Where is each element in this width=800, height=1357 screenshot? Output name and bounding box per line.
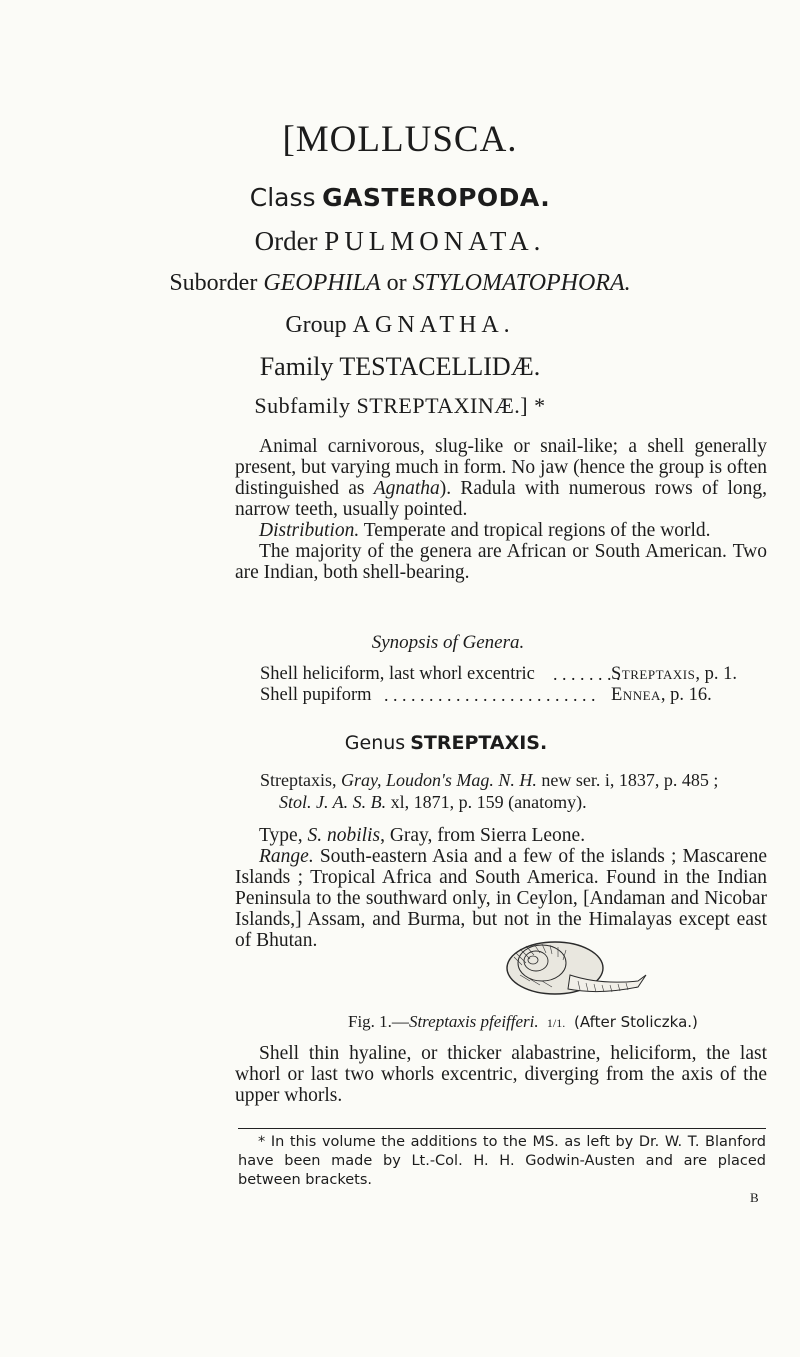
figure-scale: 1/1.	[546, 1016, 566, 1030]
family-heading	[0, 352, 800, 382]
subfamily-prefix: Subfamily	[254, 393, 351, 418]
suborder-name: GEOPHILA	[263, 270, 381, 296]
range-label: Range.	[259, 846, 314, 867]
genus-reference-2: Stol. J. A. S. B. xl, 1871, p. 159 (anatomy).	[279, 792, 587, 812]
leader-dots: . . . . . . . .	[553, 664, 621, 684]
shell-figure	[500, 935, 650, 1001]
footnote-rule	[238, 1128, 766, 1129]
genus-text	[235, 825, 767, 951]
group-heading	[0, 312, 800, 339]
synopsis-row: Shell pupiform	[260, 685, 372, 705]
synopsis-heading: Synopsis of Genera.	[371, 632, 525, 653]
genus-prefix: Genus	[344, 732, 406, 754]
order-prefix: Order	[254, 226, 318, 256]
subfamily-heading	[0, 393, 800, 419]
order-heading	[0, 226, 800, 257]
class-prefix: Class	[249, 183, 316, 212]
synopsis-genus: Ennea, p. 16.	[611, 685, 712, 705]
intro-text	[235, 436, 767, 583]
genus-name: STREPTAXIS.	[410, 732, 548, 754]
range-paragraph: Range. South-eastern Asia and a few of the islands ; Mascarene Islands ; Tropical Africa and South America. Found in the Indian Peninsula to the southward only, in Ceylon, [Andaman and Nicobar Islands,] Assam, and Burma, but not in the Himalayas except east of Bhutan.	[235, 846, 767, 951]
subfamily-name: STREPTAXINÆ.] *	[356, 393, 546, 418]
leader-dots: . . . . . . . . . . . . . . . . . . . . . . . .	[384, 685, 596, 705]
footnote: * In this volume the additions to the MS. as left by Dr. W. T. Blanford have been made by Lt.-Col. H. H. Godwin-Austen and are placed between brackets.	[238, 1134, 766, 1188]
distribution-paragraph: Distribution. Temperate and tropical regions of the world.	[259, 520, 711, 541]
synopsis-row: Shell heliciform, last whorl excentric	[260, 664, 535, 684]
class-name: GASTEROPODA.	[322, 183, 551, 212]
suborder-or: or	[386, 270, 407, 296]
family-prefix: Family	[259, 352, 334, 381]
shell-description: Shell thin hyaline, or thicker alabastrine, heliciform, the last whorl or last two whorls excentric, diverging from the axis of the upper whorls.	[235, 1043, 767, 1106]
class-heading	[0, 183, 800, 213]
genera-paragraph: The majority of the genera are African or South American. Two are Indian, both shell-bearing.	[235, 541, 767, 583]
distribution-label: Distribution.	[259, 520, 360, 541]
page-title: [MOLLUSCA.	[282, 119, 518, 160]
group-prefix: Group	[285, 312, 347, 338]
shell-illustration	[500, 935, 650, 1001]
suborder-prefix: Suborder	[169, 270, 258, 296]
order-name: PULMONATA.	[324, 226, 546, 256]
suborder-alt: STYLOMATOPHORA.	[412, 270, 631, 296]
genus-reference: Streptaxis, Gray, Loudon's Mag. N. H. new ser. i, 1837, p. 485 ;	[260, 770, 719, 790]
figure-caption: Fig. 1.—Streptaxis pfeifferi. 1/1. (After Stoliczka.)	[348, 1012, 698, 1031]
suborder-heading	[0, 270, 800, 297]
group-name: AGNATHA.	[352, 312, 515, 338]
family-name: TESTACELLIDÆ.	[339, 352, 541, 381]
genus-heading	[46, 732, 800, 755]
intro-paragraph: Animal carnivorous, slug-like or snail-like; a shell generally present, but varying much in form. No jaw (hence the group is often distinguished as Agnatha). Radula with numerous rows of long, narrow teeth, usually pointed.	[235, 436, 767, 520]
signature-mark: B	[750, 1190, 759, 1205]
type-paragraph: Type, S. nobilis, Gray, from Sierra Leone.	[259, 825, 586, 846]
synopsis-genus: Streptaxis, p. 1.	[611, 664, 737, 684]
